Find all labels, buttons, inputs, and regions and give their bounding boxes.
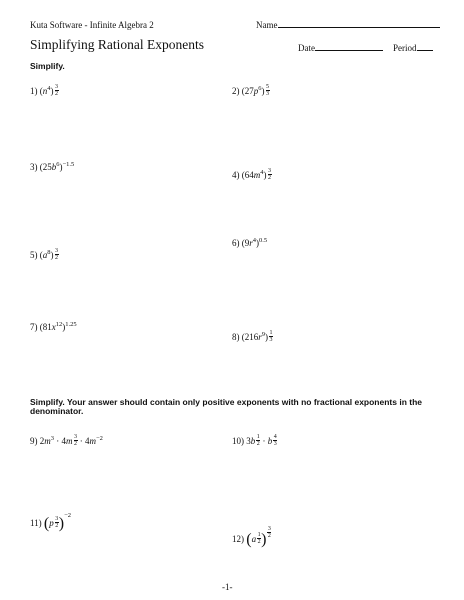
- page-title: Simplifying Rational Exponents: [30, 37, 204, 52]
- problem-7: 7) $(81x^{12})^{1.25}$: [30, 321, 77, 332]
- problem-11: 11) (p $\frac{3}{2}$ )$^{-2}$: [30, 512, 71, 532]
- problem-3: 3) $(25b^6)^{-1.5}$: [30, 161, 75, 172]
- problem-number: 10): [232, 436, 244, 446]
- problem-number: 1): [30, 86, 38, 96]
- problem-number: 11): [30, 518, 42, 528]
- problem-number: 12): [232, 534, 244, 544]
- problem-number: 5): [30, 250, 38, 260]
- problem-number: 8): [232, 332, 240, 342]
- period-field: [393, 43, 433, 53]
- section2-instruction-line1: Simplify. Your answer should contain only positive exponents with no fractional exponents in the: [30, 397, 422, 407]
- date-field: [298, 43, 383, 53]
- section1-instruction: Simplify.: [30, 61, 65, 71]
- problem-10: 10) 3b $\frac{1}{2}$ · b $\frac{4}{3}$: [232, 434, 277, 447]
- problem-number: 7): [30, 322, 38, 332]
- period-label: Period: [393, 43, 417, 53]
- problem-number: 6): [232, 238, 240, 248]
- problem-12: 12) (a $\frac{1}{2}$ ) $\frac{3}{2}$: [232, 526, 271, 548]
- source-label: Kuta Software - Infinite Algebra 2: [30, 20, 154, 30]
- problem-number: 3): [30, 162, 38, 172]
- problem-4: 4) $(64m^4)$ $\frac{3}{2}$: [232, 168, 271, 181]
- problem-number: 9): [30, 436, 38, 446]
- section2-instruction-line2: denominator.: [30, 406, 84, 416]
- page-number: -1-: [222, 582, 233, 592]
- name-line: [278, 27, 440, 28]
- problem-6: 6) $(9r^4)^{0.5}$: [232, 237, 268, 248]
- problem-5: 5) $(a^8)$ $\frac{3}{2}$: [30, 248, 58, 261]
- problem-2: 2) $(27p^6)$ $\frac{5}{3}$: [232, 84, 269, 97]
- date-line: [315, 50, 383, 51]
- name-label: Name: [256, 20, 278, 30]
- problem-1: 1) $(n^4)$ $\frac{3}{2}$: [30, 84, 58, 97]
- problem-number: 4): [232, 170, 240, 180]
- problem-8: 8) $(216r^9)$ $\frac{1}{3}$: [232, 330, 273, 343]
- name-field: [256, 20, 440, 30]
- problem-number: 2): [232, 86, 240, 96]
- date-label: Date: [298, 43, 315, 53]
- period-line: [417, 50, 433, 51]
- problem-9: 9) $2m^3 \cdot 4m$ $\frac{3}{2}$ · $4m^{-2}$: [30, 434, 103, 447]
